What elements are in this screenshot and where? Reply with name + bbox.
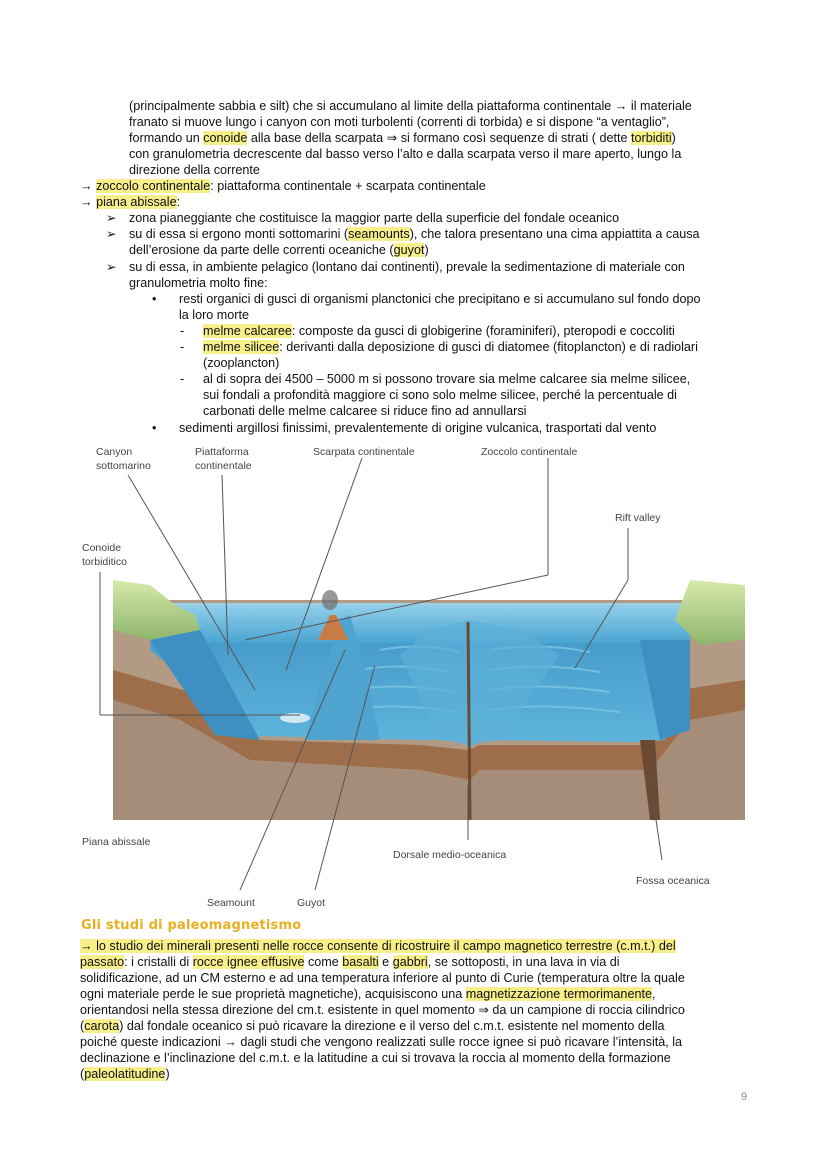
text: continentale xyxy=(195,460,252,472)
highlight-magnetizzazione: magnetizzazione termorimanente xyxy=(465,987,652,1001)
sub-item-3-line-1: al di sopra dei 4500 – 5000 m si possono trovare sia melme calcaree sia melme silicee, xyxy=(203,372,691,386)
arrow-icon: → xyxy=(80,179,93,193)
label-fossa: Fossa oceanica xyxy=(636,875,710,887)
text: : piattaforma continentale + scarpata continentale xyxy=(210,179,486,193)
text: ( xyxy=(80,1019,85,1033)
highlight-rocce-ignee: rocce ignee effusive xyxy=(192,955,305,969)
label-seamount: Seamount xyxy=(207,897,255,909)
label-piattaforma xyxy=(195,445,252,473)
sub-item-2-line-2: (zooplancton) xyxy=(203,356,280,370)
sub-item-3-line-2: sui fondali a profondità maggiore ci sono solo melme silicee, perché la percentuale di xyxy=(203,388,677,402)
paleo-line-2 xyxy=(80,954,749,970)
text: : derivanti dalla deposizione di gusci di diatomee (fitoplancton) e di radiolari xyxy=(279,340,698,354)
highlight-piana: piana abissale xyxy=(96,195,177,209)
dot-item-1-line-2: la loro morte xyxy=(179,308,249,322)
sub-item-3-line-3: carbonati delle melme calcaree si riduce fino ad annullarsi xyxy=(203,404,527,418)
text: : composte da gusci di globigerine (foraminiferi), pteropodi e coccoliti xyxy=(291,324,675,338)
page-number: 9 xyxy=(741,1091,748,1103)
label-canyon xyxy=(96,445,151,473)
sub-item-2 xyxy=(203,339,698,355)
text: su di essa si ergono monti sottomarini ( xyxy=(129,227,349,241)
dot-item-2: sedimenti argillosi finissimi, prevalentemente di origine vulcanica, trasportati dal vento xyxy=(179,421,657,435)
arrow-icon: → xyxy=(80,195,93,209)
highlight-conoide: conoide xyxy=(203,131,248,145)
bullet-3: su di essa, in ambiente pelagico (lontano dai continenti), prevale la sedimentazione di materiale con xyxy=(129,260,685,274)
text: alla base della scarpata ⇒ si formano così sequenze di strati ( dette xyxy=(247,131,632,145)
highlight-melme-silicee: melme silicee xyxy=(203,340,280,354)
volcano-plume xyxy=(322,590,338,610)
intro-line-1: (principalmente sabbia e silt) che si accumulano al limite della piattaforma continentale → il materiale xyxy=(129,99,692,113)
text: : i cristalli di xyxy=(124,955,193,969)
intro-line-5: direzione della corrente xyxy=(129,163,260,177)
label-zoccolo: Zoccolo continentale xyxy=(481,446,578,458)
paleo-line-6 xyxy=(80,1018,749,1034)
text: Canyon xyxy=(96,446,133,458)
paleo-line-4 xyxy=(80,986,749,1002)
text: dell’erosione da parte delle correnti oceaniche ( xyxy=(129,243,394,257)
text: Conoide xyxy=(82,542,122,554)
highlight-melme-calcaree: melme calcaree xyxy=(203,324,292,338)
section-title-paleomagnetismo: Gli studi di paleomagnetismo xyxy=(81,918,302,933)
paleo-line-7: poiché queste indicazioni → dagli studi che vengono realizzati sulle rocce ignee si può ricavare l’intensità, la xyxy=(80,1035,683,1049)
highlight-gabbri: gabbri xyxy=(392,955,428,969)
text: ) xyxy=(165,1067,170,1081)
sub-item-1 xyxy=(203,323,675,339)
highlight-torbiditi: torbiditi xyxy=(631,131,672,145)
label-rift: Rift valley xyxy=(615,512,661,524)
arrowhead-bullet-icon: ➢ xyxy=(106,227,117,241)
highlight-intro: → lo studio dei minerali presenti nelle rocce consente di ricostruire il campo magnetico terrestre (c.m.t.) del xyxy=(80,939,676,953)
bullet-1: zona pianeggiante che costituisce la maggior parte della superficie del fondale oceanico xyxy=(129,211,620,225)
dash-bullet-icon: - xyxy=(180,372,185,386)
highlight-seamounts: seamounts xyxy=(348,227,410,241)
bullet-3-line-2: granulometria molto fine: xyxy=(129,276,268,290)
dash-bullet-icon: - xyxy=(180,340,185,354)
highlight-zoccolo: zoccolo continentale xyxy=(96,179,211,193)
text: ) xyxy=(671,131,676,145)
text: formando un xyxy=(129,131,204,145)
text: ogni materiale perde le sue proprietà magnetiche), acquisiscono una xyxy=(80,987,466,1001)
highlight-carota: carota xyxy=(84,1019,120,1033)
text: ), che talora presentano una cima appiattita a causa xyxy=(409,227,700,241)
dot-item-1: resti organici di gusci di organismi planctonici che precipitano e si accumulano sul fondo dopo xyxy=(179,292,701,306)
text: , se sottoposti, in una lava in via di xyxy=(427,955,620,969)
text: e xyxy=(378,955,393,969)
text: ) dal fondale oceanico si può ricavare la direzione e il verso del c.m.t. esistente nel momento della xyxy=(119,1019,665,1033)
zoccolo-line xyxy=(80,178,486,194)
label-scarpata: Scarpata continentale xyxy=(313,446,415,458)
text: , xyxy=(651,987,656,1001)
bullet-2 xyxy=(129,226,700,242)
label-piana: Piana abissale xyxy=(82,836,151,848)
arrowhead-bullet-icon: ➢ xyxy=(106,260,117,274)
paleo-line-3: solidificazione, ad un CM esterno e ad una temperatura inferiore al punto di Curie (temperatura oltre la quale xyxy=(80,971,685,985)
sea-surface xyxy=(150,603,690,643)
intro-line-4: con granulometria decrescente dal basso verso l’alto e dalla scarpata verso il mare aperto, lungo la xyxy=(129,147,682,161)
label-guyot: Guyot xyxy=(297,897,326,909)
label-dorsale: Dorsale medio-oceanica xyxy=(393,849,507,861)
text: : xyxy=(176,195,181,209)
intro-line-3 xyxy=(129,130,749,146)
arrowhead-bullet-icon: ➢ xyxy=(106,211,117,225)
text: come xyxy=(304,955,343,969)
text: ( xyxy=(80,1067,85,1081)
paleo-line-5: orientandosi nella stessa direzione del cm.t. esistente in quel momento ⇒ da un campione di roccia cilindrico xyxy=(80,1003,685,1017)
highlight-paleolatitudine: paleolatitudine xyxy=(84,1067,166,1081)
text: Piattaforma xyxy=(195,446,249,458)
bullet-2-line-2 xyxy=(129,242,429,258)
highlight-guyot: guyot xyxy=(393,243,425,257)
paleo-line-1 xyxy=(80,938,749,954)
text: sottomarino xyxy=(96,460,151,472)
label-conoide xyxy=(82,541,127,569)
dash-bullet-icon: - xyxy=(180,324,185,338)
highlight-basalti: basalti xyxy=(342,955,379,969)
paleo-line-9 xyxy=(80,1066,749,1082)
piana-line xyxy=(80,194,180,210)
dot-bullet-icon: • xyxy=(152,421,157,435)
text: torbiditico xyxy=(82,556,127,568)
intro-line-2: franato si muove lungo i canyon con moti turbolenti (correnti di torbida) e si dispone “a ventaglio”, xyxy=(129,115,670,129)
text: ) xyxy=(424,243,429,257)
highlight-passato: passato xyxy=(80,955,125,969)
paleo-line-8: declinazione e l’inclinazione del c.m.t. e la latitudine a cui si trovava la roccia al momento della formazione xyxy=(80,1051,671,1065)
dot-bullet-icon: • xyxy=(152,292,157,306)
